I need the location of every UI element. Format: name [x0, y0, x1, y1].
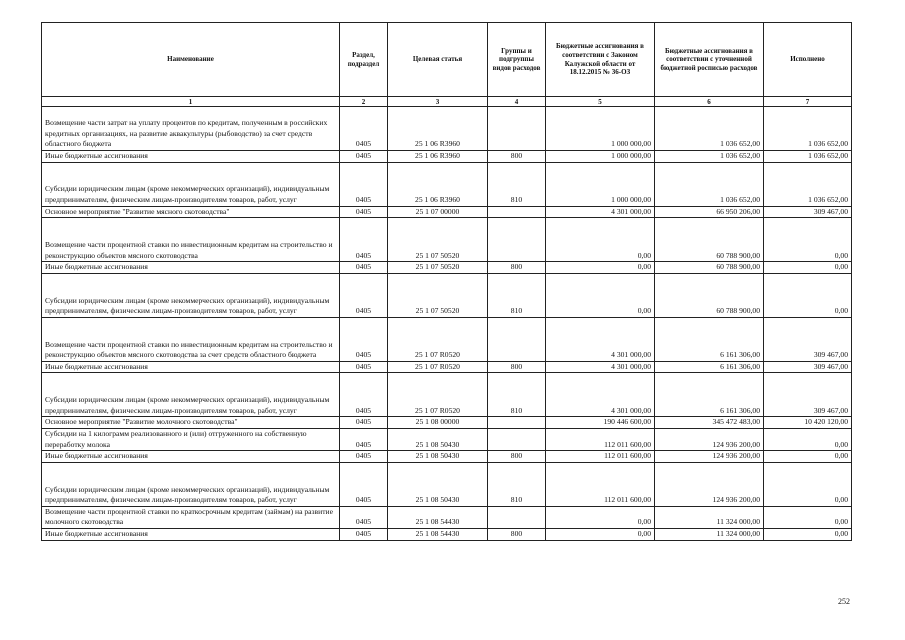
group-cell: 810 — [488, 273, 546, 317]
budget-table — [41, 22, 852, 541]
section-cell: 0405 — [340, 162, 388, 206]
table-row — [42, 528, 852, 540]
header-target: Целевая статья — [388, 23, 488, 97]
section-cell: 0405 — [340, 428, 388, 450]
law-amount-cell: 0,00 — [546, 218, 655, 262]
refined-amount-cell: 1 036 652,00 — [655, 107, 764, 151]
table-row — [42, 361, 852, 373]
target-cell: 25 1 08 54430 — [388, 528, 488, 540]
table-row — [42, 218, 852, 262]
refined-amount-cell: 1 036 652,00 — [655, 162, 764, 206]
executed-amount-cell: 309 467,00 — [764, 206, 852, 218]
refined-amount-cell: 124 936 200,00 — [655, 462, 764, 506]
header-name: Наименование — [42, 23, 340, 97]
law-amount-cell: 0,00 — [546, 262, 655, 274]
refined-amount-cell: 11 324 000,00 — [655, 506, 764, 528]
target-cell: 25 1 08 00000 — [388, 417, 488, 429]
row-name-cell: Возмещение части процентной ставки по краткосрочным кредитам (займам) на развитие молочного скотоводства — [42, 506, 340, 528]
row-name-cell: Иные бюджетные ассигнования — [42, 262, 340, 274]
executed-amount-cell: 0,00 — [764, 462, 852, 506]
target-cell: 25 1 08 50430 — [388, 462, 488, 506]
refined-amount-cell: 124 936 200,00 — [655, 451, 764, 463]
executed-amount-cell: 0,00 — [764, 451, 852, 463]
column-number-row — [42, 97, 852, 107]
executed-amount-cell: 0,00 — [764, 528, 852, 540]
row-name-cell: Возмещение части затрат на уплату процентов по кредитам, полученным в российских кредитных организациях, на развитие аквакультуры (рыбоводство) за счет средств областного бюджета — [42, 107, 340, 151]
row-name-cell: Иные бюджетные ассигнования — [42, 361, 340, 373]
group-cell — [488, 506, 546, 528]
section-cell: 0405 — [340, 273, 388, 317]
table-row — [42, 107, 852, 151]
executed-amount-cell: 0,00 — [764, 218, 852, 262]
law-amount-cell: 190 446 600,00 — [546, 417, 655, 429]
target-cell: 25 1 08 50430 — [388, 428, 488, 450]
group-cell: 810 — [488, 373, 546, 417]
target-cell: 25 1 07 50520 — [388, 262, 488, 274]
page-number: 252 — [838, 597, 850, 606]
group-cell — [488, 107, 546, 151]
section-cell: 0405 — [340, 506, 388, 528]
group-cell: 800 — [488, 361, 546, 373]
group-cell: 810 — [488, 162, 546, 206]
target-cell: 25 1 07 50520 — [388, 273, 488, 317]
row-name-cell: Субсидии юридическим лицам (кроме некоммерческих организаций), индивидуальным предпринимателям, физическим лицам-производителям товаров, работ, услуг — [42, 462, 340, 506]
column-number: 4 — [488, 97, 546, 107]
header-group: Группы и подгруппы видов расходов — [488, 23, 546, 97]
executed-amount-cell: 10 420 120,00 — [764, 417, 852, 429]
law-amount-cell: 4 301 000,00 — [546, 206, 655, 218]
target-cell: 25 1 06 R3960 — [388, 151, 488, 163]
executed-amount-cell: 309 467,00 — [764, 373, 852, 417]
section-cell: 0405 — [340, 317, 388, 361]
executed-amount-cell: 309 467,00 — [764, 361, 852, 373]
target-cell: 25 1 07 R0520 — [388, 317, 488, 361]
header-refined-appropriations: Бюджетные ассигнования в соответствии с уточненной бюджетной росписью расходов — [655, 23, 764, 97]
table-row — [42, 462, 852, 506]
section-cell: 0405 — [340, 417, 388, 429]
refined-amount-cell: 124 936 200,00 — [655, 428, 764, 450]
row-name-cell: Основное мероприятие "Развитие молочного скотоводства" — [42, 417, 340, 429]
executed-amount-cell: 1 036 652,00 — [764, 162, 852, 206]
target-cell: 25 1 06 R3960 — [388, 162, 488, 206]
group-cell: 800 — [488, 451, 546, 463]
executed-amount-cell: 0,00 — [764, 428, 852, 450]
executed-amount-cell: 0,00 — [764, 273, 852, 317]
group-cell: 810 — [488, 462, 546, 506]
target-cell: 25 1 07 00000 — [388, 206, 488, 218]
row-name-cell: Иные бюджетные ассигнования — [42, 528, 340, 540]
law-amount-cell: 1 000 000,00 — [546, 107, 655, 151]
refined-amount-cell: 345 472 483,00 — [655, 417, 764, 429]
group-cell — [488, 417, 546, 429]
law-amount-cell: 112 011 600,00 — [546, 462, 655, 506]
law-amount-cell: 4 301 000,00 — [546, 373, 655, 417]
group-cell: 800 — [488, 151, 546, 163]
executed-amount-cell: 309 467,00 — [764, 317, 852, 361]
target-cell: 25 1 08 50430 — [388, 451, 488, 463]
executed-amount-cell: 1 036 652,00 — [764, 151, 852, 163]
table-row — [42, 317, 852, 361]
section-cell: 0405 — [340, 373, 388, 417]
refined-amount-cell: 6 161 306,00 — [655, 373, 764, 417]
header-law-appropriations: Бюджетные ассигнования в соответствии с Законом Калужской области от 18.12.2015 № 36-ОЗ — [546, 23, 655, 97]
table-row — [42, 373, 852, 417]
table-row — [42, 262, 852, 274]
section-cell: 0405 — [340, 218, 388, 262]
law-amount-cell: 4 301 000,00 — [546, 317, 655, 361]
target-cell: 25 1 08 54430 — [388, 506, 488, 528]
row-name-cell: Возмещение части процентной ставки по инвестиционным кредитам на строительство и реконструкцию объектов мясного скотоводства — [42, 218, 340, 262]
target-cell: 25 1 07 R0520 — [388, 373, 488, 417]
header-section: Раздел, подраздел — [340, 23, 388, 97]
group-cell — [488, 218, 546, 262]
column-number: 6 — [655, 97, 764, 107]
section-cell: 0405 — [340, 206, 388, 218]
section-cell: 0405 — [340, 451, 388, 463]
row-name-cell: Иные бюджетные ассигнования — [42, 451, 340, 463]
row-name-cell: Субсидии на 1 килограмм реализованного и (или) отгруженного на собственную переработку молока — [42, 428, 340, 450]
section-cell: 0405 — [340, 361, 388, 373]
table-row — [42, 206, 852, 218]
refined-amount-cell: 6 161 306,00 — [655, 317, 764, 361]
column-number: 2 — [340, 97, 388, 107]
law-amount-cell: 0,00 — [546, 506, 655, 528]
executed-amount-cell: 0,00 — [764, 262, 852, 274]
law-amount-cell: 0,00 — [546, 273, 655, 317]
header-row — [42, 23, 852, 97]
executed-amount-cell: 0,00 — [764, 506, 852, 528]
group-cell — [488, 428, 546, 450]
refined-amount-cell: 6 161 306,00 — [655, 361, 764, 373]
row-name-cell: Субсидии юридическим лицам (кроме некоммерческих организаций), индивидуальным предпринимателям, физическим лицам-производителям товаров, работ, услуг — [42, 273, 340, 317]
section-cell: 0405 — [340, 107, 388, 151]
table-row — [42, 273, 852, 317]
row-name-cell: Субсидии юридическим лицам (кроме некоммерческих организаций), индивидуальным предпринимателям, физическим лицам-производителям товаров, работ, услуг — [42, 373, 340, 417]
refined-amount-cell: 1 036 652,00 — [655, 151, 764, 163]
section-cell: 0405 — [340, 262, 388, 274]
table-row — [42, 417, 852, 429]
target-cell: 25 1 07 R0520 — [388, 361, 488, 373]
group-cell — [488, 317, 546, 361]
group-cell: 800 — [488, 262, 546, 274]
column-number: 3 — [388, 97, 488, 107]
row-name-cell: Возмещение части процентной ставки по инвестиционным кредитам на строительство и реконструкцию объектов мясного скотоводства за счет средств областного бюджета — [42, 317, 340, 361]
law-amount-cell: 1 000 000,00 — [546, 162, 655, 206]
table-row — [42, 428, 852, 450]
law-amount-cell: 4 301 000,00 — [546, 361, 655, 373]
executed-amount-cell: 1 036 652,00 — [764, 107, 852, 151]
target-cell: 25 1 07 50520 — [388, 218, 488, 262]
law-amount-cell: 112 011 600,00 — [546, 428, 655, 450]
column-number: 5 — [546, 97, 655, 107]
row-name-cell: Иные бюджетные ассигнования — [42, 151, 340, 163]
law-amount-cell: 0,00 — [546, 528, 655, 540]
row-name-cell: Субсидии юридическим лицам (кроме некоммерческих организаций), индивидуальным предпринимателям, физическим лицам-производителям товаров, работ, услуг — [42, 162, 340, 206]
table-row — [42, 451, 852, 463]
table-row — [42, 162, 852, 206]
group-cell: 800 — [488, 528, 546, 540]
column-number: 1 — [42, 97, 340, 107]
refined-amount-cell: 60 788 900,00 — [655, 218, 764, 262]
section-cell: 0405 — [340, 462, 388, 506]
law-amount-cell: 112 011 600,00 — [546, 451, 655, 463]
law-amount-cell: 1 000 000,00 — [546, 151, 655, 163]
target-cell: 25 1 06 R3960 — [388, 107, 488, 151]
column-number: 7 — [764, 97, 852, 107]
table-row — [42, 506, 852, 528]
group-cell — [488, 206, 546, 218]
header-executed: Исполнено — [764, 23, 852, 97]
refined-amount-cell: 66 950 206,00 — [655, 206, 764, 218]
refined-amount-cell: 60 788 900,00 — [655, 262, 764, 274]
row-name-cell: Основное мероприятие "Развитие мясного скотоводства" — [42, 206, 340, 218]
refined-amount-cell: 60 788 900,00 — [655, 273, 764, 317]
section-cell: 0405 — [340, 151, 388, 163]
refined-amount-cell: 11 324 000,00 — [655, 528, 764, 540]
table-row — [42, 151, 852, 163]
section-cell: 0405 — [340, 528, 388, 540]
